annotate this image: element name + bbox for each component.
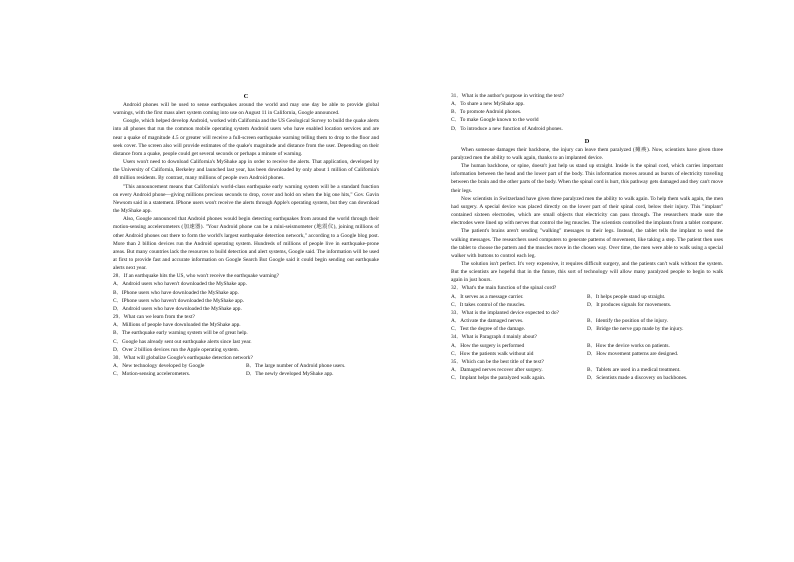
option-c: C．Implant helps the paralyzed walk again.	[451, 375, 546, 382]
passage-c-title: C	[243, 93, 249, 100]
option-a: A．Activate the damaged nerves.	[451, 318, 524, 325]
option-b: B．The large number of Android phone users.	[246, 363, 346, 369]
passage-d-paragraph-5: The solution isn't perfect. It's very expensive, it requires difficult surgery, and the patients can't walk without the system. But the scientists are hopeful that in the future, this sort of technology will allow many paralyzed people to begin to walk again in just hours.	[451, 260, 723, 284]
passage-c-paragraph-1: Android phones will be used to sense earthquakes around the world and may one day be able to provide global warnings, with the first mass alert system coming into use on August 11 in California, Google announced.	[113, 102, 379, 117]
option-d: D．To introduce a new function of Android phones.	[451, 125, 563, 132]
option-a: A．To share a new MyShake app.	[451, 101, 525, 108]
option-d: D．The newly developed MyShake app.	[246, 371, 334, 378]
question-28	[113, 272, 379, 313]
passage-d-column	[451, 92, 723, 382]
passage-d-paragraph-1: When someone damages their backbone, the injury can leave them paralyzed (瘫痪). Now, scientists have given three paralyzed men the ability to walk again, thanks to an implanted device.	[451, 146, 723, 161]
question-33	[451, 309, 723, 333]
question-stem: 33．What is the implanted device expected to do?	[451, 309, 559, 316]
option-d: D．It produces signals for movements.	[587, 301, 672, 308]
option-c: C．Motion-sensing accelerometers.	[113, 371, 191, 378]
question-stem: 34．What is Paragraph 4 mainly about?	[451, 334, 537, 341]
question-29	[113, 313, 379, 354]
question-34	[451, 333, 723, 357]
passage-d-paragraph-2: The human backbone, or spine, doesn't just help us stand up straight. Inside is the spinal cord, which carries important information between the head and the lower part of the body. This information moves around as bursts of electricity traveling between the brain and the other parts of the body. When the spinal cord is hurt, this pathway gets damaged and they can't move their legs.	[451, 163, 723, 194]
option-b: B．How the device works on patients.	[587, 342, 670, 349]
option-b: B．To promote Android phones.	[451, 109, 522, 116]
question-stem: 28．If an earthquake hits the US, who won't receive the earthquake warning?	[113, 273, 279, 280]
option-b: B．Tablets are used in a medical treatment.	[587, 367, 681, 373]
option-d: D．Android users who have downloaded the MyShake app.	[113, 305, 242, 312]
option-c: C．To make Google known to the world	[451, 117, 539, 124]
option-d: D．Scientists made a discovery on backbones.	[587, 375, 688, 382]
passage-d-title: D	[584, 137, 590, 145]
question-stem: 32．What's the main function of the spinal cord?	[451, 285, 557, 292]
question-stem: 31．What is the author's purpose in writing the text?	[451, 93, 565, 99]
question-stem: 35．Which can be the best title of the text?	[451, 358, 544, 365]
option-a: A．Android users who haven't downloaded the MyShake app.	[113, 281, 247, 288]
option-d: D．Over 2 billion devices run the Apple operating system.	[113, 346, 239, 353]
option-b: B．The earthquake early warning system will be of great help.	[113, 330, 248, 337]
passage-c-paragraph-4: "This announcement means that California's world-class earthquake early warning system will be a standard function on every Android phone—giving millions precious seconds to drop, cover and hold on when the big one hits," Gov. Gavin Newsom said in a statement. IPhone users won't receive the alerts through Apple's operating system, but they can download the MyShake app.	[113, 183, 379, 215]
passage-c-paragraph-5: Also, Google announced that Android phones would begin detecting earthquakes from around the world through their motion-sensing accelerometers (加速器). "Your Android phone can be a mini-seismometer (地震仪), joining millions of other Android phones out there to form the world's largest earthquake detection network," according to a Google blog post. More than 2 billion devices run the Android operating system. Hundreds of millions of people live in earthquake-prone areas. But many countries lack the resources to build detection and alert systems, Google said. The information will be used at first to provide fast and accurate information on Google Search But Google said it could begin sending out earthquake alerts next year.	[113, 216, 379, 272]
option-d: D．Bridge the nerve gap made by the injury.	[587, 326, 684, 333]
option-c: C．IPhone users who haven't downloaded the MyShake app.	[113, 297, 244, 304]
passage-d-paragraph-4: The patient's brains aren't sending "walking" messages to their legs. Instead, the tablet tells the implant to send the walking messages. The researchers used computers to generate patterns of movement, like taking a step. The patient then uses the tablet to choose the pattern and the muscles move in the chosen way. Over time, the men were able to walk using a special walker with buttons to control each leg.	[451, 228, 723, 259]
option-a: A．New technology developed by Google	[113, 363, 205, 369]
passage-c-paragraph-3: Users won't need to download California's MyShake app in order to receive the alerts. That application, developed by the University of California, Berkeley and launched last year, has been downloaded by only about 1 million of California's 40 million residents. By contrast, many millions of people own Android phones.	[113, 159, 379, 182]
question-stem: 29．What can we learn from the text?	[113, 314, 195, 321]
option-b: B．Identify the position of the injury.	[587, 318, 668, 325]
option-c: C．Google has already sent out earthquake alerts since last year.	[113, 338, 252, 345]
option-c: C．Test the degree of the damage.	[451, 326, 526, 333]
passage-c-paragraph-2: Google, which helped develop Android, worked with California and the US Geological Survey to build the quake alerts into all phones that run the common mobile operating system Android users who have enabled location services and are near a quake of magnitude 4.5 or greater will receive a full-screen earthquake warning telling them to drop to the floor and seek cover. The screen also will provide estimates of the quake's magnitude and distance from the user. Depending on their distance from a quake, people could get several seconds or perhaps a minute of warning.	[113, 118, 379, 157]
option-a: A．Damaged nerves recover after surgery.	[451, 367, 543, 373]
option-b: B．It helps people stand up straight.	[587, 293, 666, 300]
option-c: C．How the patients walk without aid	[451, 350, 534, 357]
option-a: A．It serves as a message carrier.	[451, 293, 524, 300]
question-30	[113, 354, 379, 378]
option-d: D．How movement patterns are designed.	[587, 350, 679, 357]
question-32	[451, 284, 723, 308]
passage-c-column	[113, 92, 379, 378]
question-31	[451, 92, 723, 133]
option-a: A．Millions of people have downloaded the MyShake app.	[113, 322, 241, 329]
option-b: B．IPhone users who have downloaded the MyShake app.	[113, 289, 239, 296]
option-a: A．How the surgery is performed	[451, 342, 525, 349]
passage-d-paragraph-3: Now scientists in Switzerland have given three paralyzed men the ability to walk again. To help them walk again, the men had surgery. A special device was placed directly on the lower part of their spinal cord, below their injury. This "implant" contained sixteen electrodes, which are small objects that electricity can pass through. The researchers made sure the electrodes were lined up with nerves that control the leg muscles. The scientists controlled the implants from a tablet computer.	[451, 195, 723, 227]
option-c: C．It takes control of the muscles.	[451, 301, 526, 308]
question-35	[451, 358, 723, 382]
question-stem: 30．What will globalize Google's earthquake detection network?	[113, 354, 253, 361]
